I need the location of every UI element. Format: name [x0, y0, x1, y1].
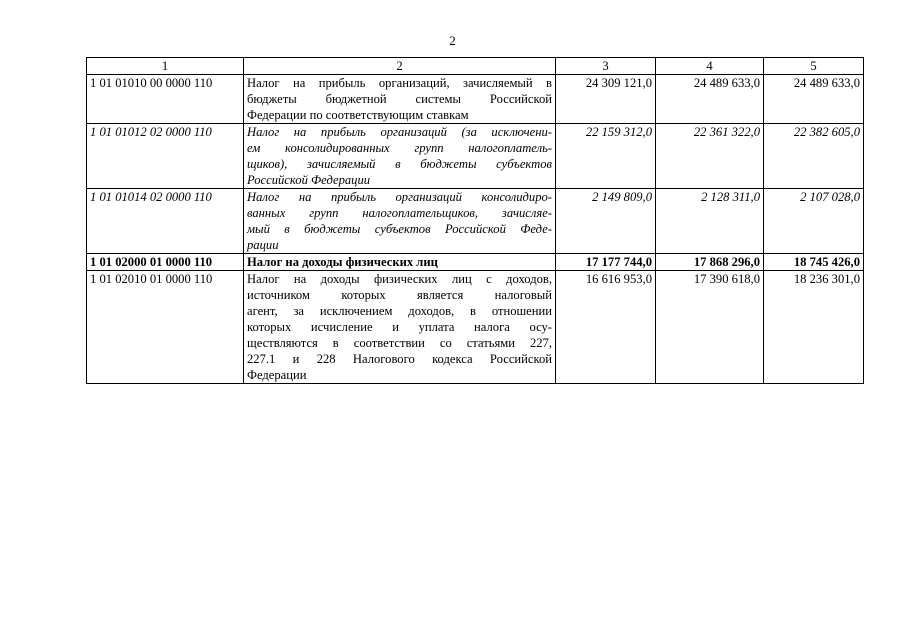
- row-value-2025: 17 390 618,0: [656, 271, 764, 384]
- column-header-5: 5: [764, 58, 864, 75]
- row-value-2025: 22 361 322,0: [656, 124, 764, 189]
- row-value-2026: 18 236 301,0: [764, 271, 864, 384]
- row-name-line: мый в бюджеты субъектов Российской Феде-: [247, 222, 552, 236]
- row-code: 1 01 01012 02 0000 110: [87, 124, 244, 189]
- table-row: [87, 75, 864, 124]
- table-header-row: [87, 58, 864, 75]
- row-value-2024: 17 177 744,0: [556, 254, 656, 271]
- row-code: 1 01 02000 01 0000 110: [87, 254, 244, 271]
- column-header-1: 1: [87, 58, 244, 75]
- row-value-2024: 24 309 121,0: [556, 75, 656, 124]
- row-value-2026: 18 745 426,0: [764, 254, 864, 271]
- row-value-2025: 17 868 296,0: [656, 254, 764, 271]
- row-name-line: ществляются в соответствии со статьями 227,: [247, 336, 552, 350]
- table-row: [87, 254, 864, 271]
- row-name-line: 227.1 и 228 Налогового кодекса Российской: [247, 352, 552, 366]
- row-name-line: Налог на доходы физических лиц: [247, 255, 438, 269]
- column-header-2: 2: [244, 58, 556, 75]
- row-name: [244, 271, 556, 384]
- row-name-line: Налог на прибыль организаций (за исключени-: [247, 125, 552, 139]
- row-name-line: рации: [247, 238, 279, 252]
- row-code: 1 01 01010 00 0000 110: [87, 75, 244, 124]
- row-value-2026: 22 382 605,0: [764, 124, 864, 189]
- row-value-2025: 2 128 311,0: [656, 189, 764, 254]
- row-name-line: которых исчисление и уплата налога осу-: [247, 320, 552, 334]
- row-name-line: ем консолидированных групп налогоплатель-: [247, 141, 552, 155]
- row-name: [244, 189, 556, 254]
- revenue-table: [86, 57, 864, 384]
- row-name-line: Налог на прибыль организаций консолидиро-: [247, 190, 552, 204]
- row-value-2024: 2 149 809,0: [556, 189, 656, 254]
- row-name-line: Российской Федерации: [247, 173, 371, 187]
- page-number: 2: [449, 33, 456, 48]
- table-row: [87, 189, 864, 254]
- row-value-2025: 24 489 633,0: [656, 75, 764, 124]
- row-name-line: бюджеты бюджетной системы Российской: [247, 92, 552, 106]
- row-name: [244, 124, 556, 189]
- row-value-2026: 24 489 633,0: [764, 75, 864, 124]
- row-name-line: Налог на прибыль организаций, зачисляемый в: [247, 76, 552, 90]
- row-name-line: агент, за исключением доходов, в отношении: [247, 304, 552, 318]
- row-name: [244, 254, 556, 271]
- row-name-line: Налог на доходы физических лиц с доходов,: [247, 272, 552, 286]
- column-header-4: 4: [656, 58, 764, 75]
- row-name-line: Федерации: [247, 368, 307, 382]
- column-header-3: 3: [556, 58, 656, 75]
- row-name-line: Федерации по соответствующим ставкам: [247, 108, 469, 122]
- row-code: 1 01 01014 02 0000 110: [87, 189, 244, 254]
- row-code: 1 01 02010 01 0000 110: [87, 271, 244, 384]
- row-value-2024: 16 616 953,0: [556, 271, 656, 384]
- row-name-line: источником которых является налоговый: [247, 288, 552, 302]
- row-value-2024: 22 159 312,0: [556, 124, 656, 189]
- row-name: [244, 75, 556, 124]
- table-row: [87, 271, 864, 384]
- row-name-line: ванных групп налогоплательщиков, зачисляе-: [247, 206, 552, 220]
- table-row: [87, 124, 864, 189]
- row-name-line: щиков), зачисляемый в бюджеты субъектов: [247, 157, 552, 171]
- row-value-2026: 2 107 028,0: [764, 189, 864, 254]
